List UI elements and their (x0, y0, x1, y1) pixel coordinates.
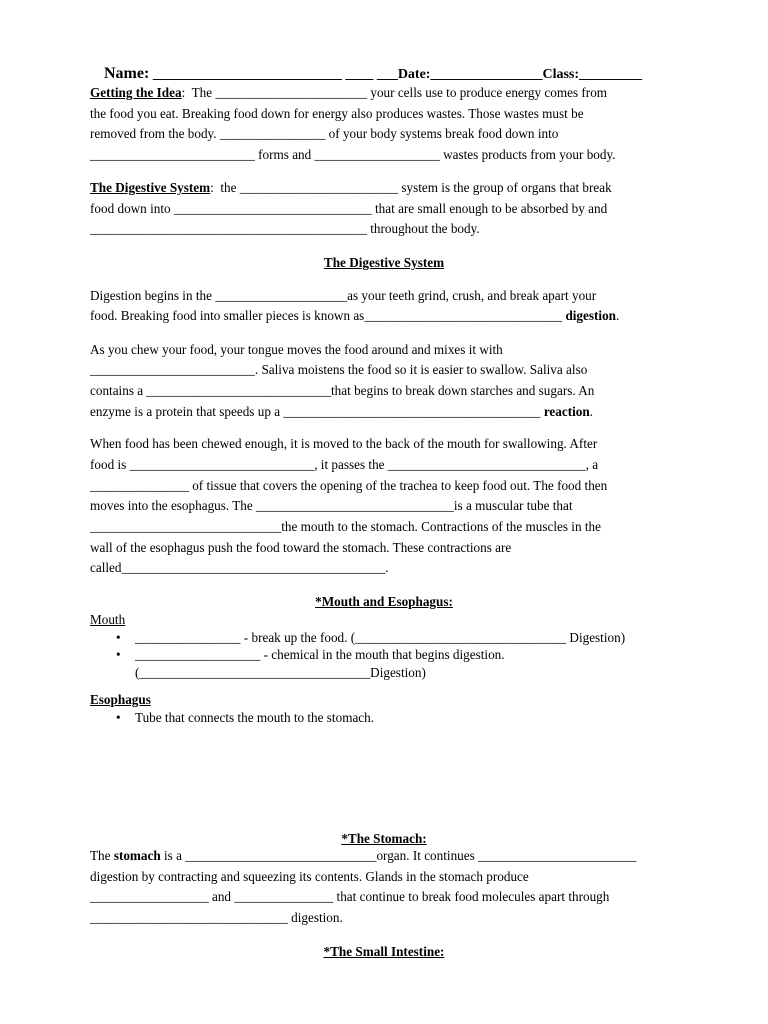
stomach-line-4: ______________________________ digestion. (90, 910, 343, 925)
date-blank[interactable]: ________________ (430, 67, 543, 82)
getting-idea-line-4: _________________________ forms and ___________________ wastes products from your body. (90, 147, 616, 162)
p3-line-2: food is ____________________________, it passes the ______________________________, a (90, 457, 599, 472)
digestive-intro-line-1: The Digestive System: the ________________________ system is the group of organs that break (90, 180, 612, 195)
p1-line-2: food. Breaking food into smaller pieces is known as______________________________ digestion. (90, 308, 620, 323)
name-label: Name: (104, 65, 150, 82)
mouth-item-2: ___________________ - chemical in the mouth that begins digestion. (135, 647, 505, 662)
p2-line-4: enzyme is a protein that speeds up a _______________________________________ reaction. (90, 404, 594, 419)
getting-idea-line-2: the food you eat. Breaking food down for energy also produces wastes. Those wastes must be (90, 106, 584, 121)
esophagus-item-1: Tube that connects the mouth to the stomach. (135, 710, 375, 725)
stomach-line-2: digestion by contracting and squeezing its contents. Glands in the stomach produce (90, 869, 529, 884)
name-blank[interactable]: ___________________________ ____ ___ (149, 67, 398, 82)
class-blank[interactable]: _________ (579, 67, 643, 82)
digestive-system-label: The Digestive System (90, 180, 211, 195)
mouth-item-2-cont: (___________________________________Digestion) (135, 665, 426, 680)
p3-line-3: _______________ of tissue that covers the opening of the trachea to keep food out. The food then (90, 478, 608, 493)
esophagus-subheading: Esophagus (90, 692, 151, 707)
p3-line-1: When food has been chewed enough, it is moved to the back of the mouth for swallowing. After (90, 436, 598, 451)
p3-line-5: _____________________________the mouth to the stomach. Contractions of the muscles in the (90, 519, 601, 534)
stomach-line-3: __________________ and _______________ that continue to break food molecules apart through (90, 889, 610, 904)
getting-idea-line-3: removed from the body. ________________ of your body systems break food down into (90, 126, 559, 141)
class-label: Class: (542, 67, 580, 82)
bullet-icon: • (116, 647, 121, 662)
p2-line-3: contains a ____________________________that begins to break down starches and sugars. An (90, 383, 595, 398)
section-heading-stomach: *The Stomach: (341, 831, 427, 846)
bullet-icon: • (116, 630, 121, 645)
getting-idea-line-1: Getting the Idea: The _______________________ your cells use to produce energy comes from (90, 85, 608, 100)
section-heading-small-intestine: *The Small Intestine: (323, 944, 445, 959)
section-heading-digestive: The Digestive System (323, 255, 445, 270)
p2-line-1: As you chew your food, your tongue moves the food around and mixes it with (90, 342, 503, 357)
mouth-item-1: ________________ - break up the food. (________________________________ Digestion) (135, 630, 626, 645)
p1-line-1: Digestion begins in the ____________________as your teeth grind, crush, and break apart your (90, 288, 597, 303)
getting-idea-label: Getting the Idea (90, 85, 182, 100)
bullet-icon: • (116, 710, 121, 725)
p3-line-6: wall of the esophagus push the food toward the stomach. These contractions are (90, 540, 512, 555)
section-heading-mouth: *Mouth and Esophagus: (315, 594, 453, 609)
p2-line-2: _________________________. Saliva moistens the food so it is easier to swallow. Saliva also (90, 362, 588, 377)
p3-line-7: called________________________________________. (90, 560, 389, 575)
date-label: Date: (397, 67, 431, 82)
digestive-intro-line-3: __________________________________________ throughout the body. (90, 221, 480, 236)
p3-line-4: moves into the esophagus. The ______________________________is a muscular tube that (90, 498, 573, 513)
stomach-line-1: The stomach is a _____________________________organ. It continues ________________________ (90, 848, 637, 863)
mouth-subheading: Mouth (90, 612, 126, 627)
digestive-intro-line-2: food down into ______________________________ that are small enough to be absorbed by and (90, 201, 608, 216)
